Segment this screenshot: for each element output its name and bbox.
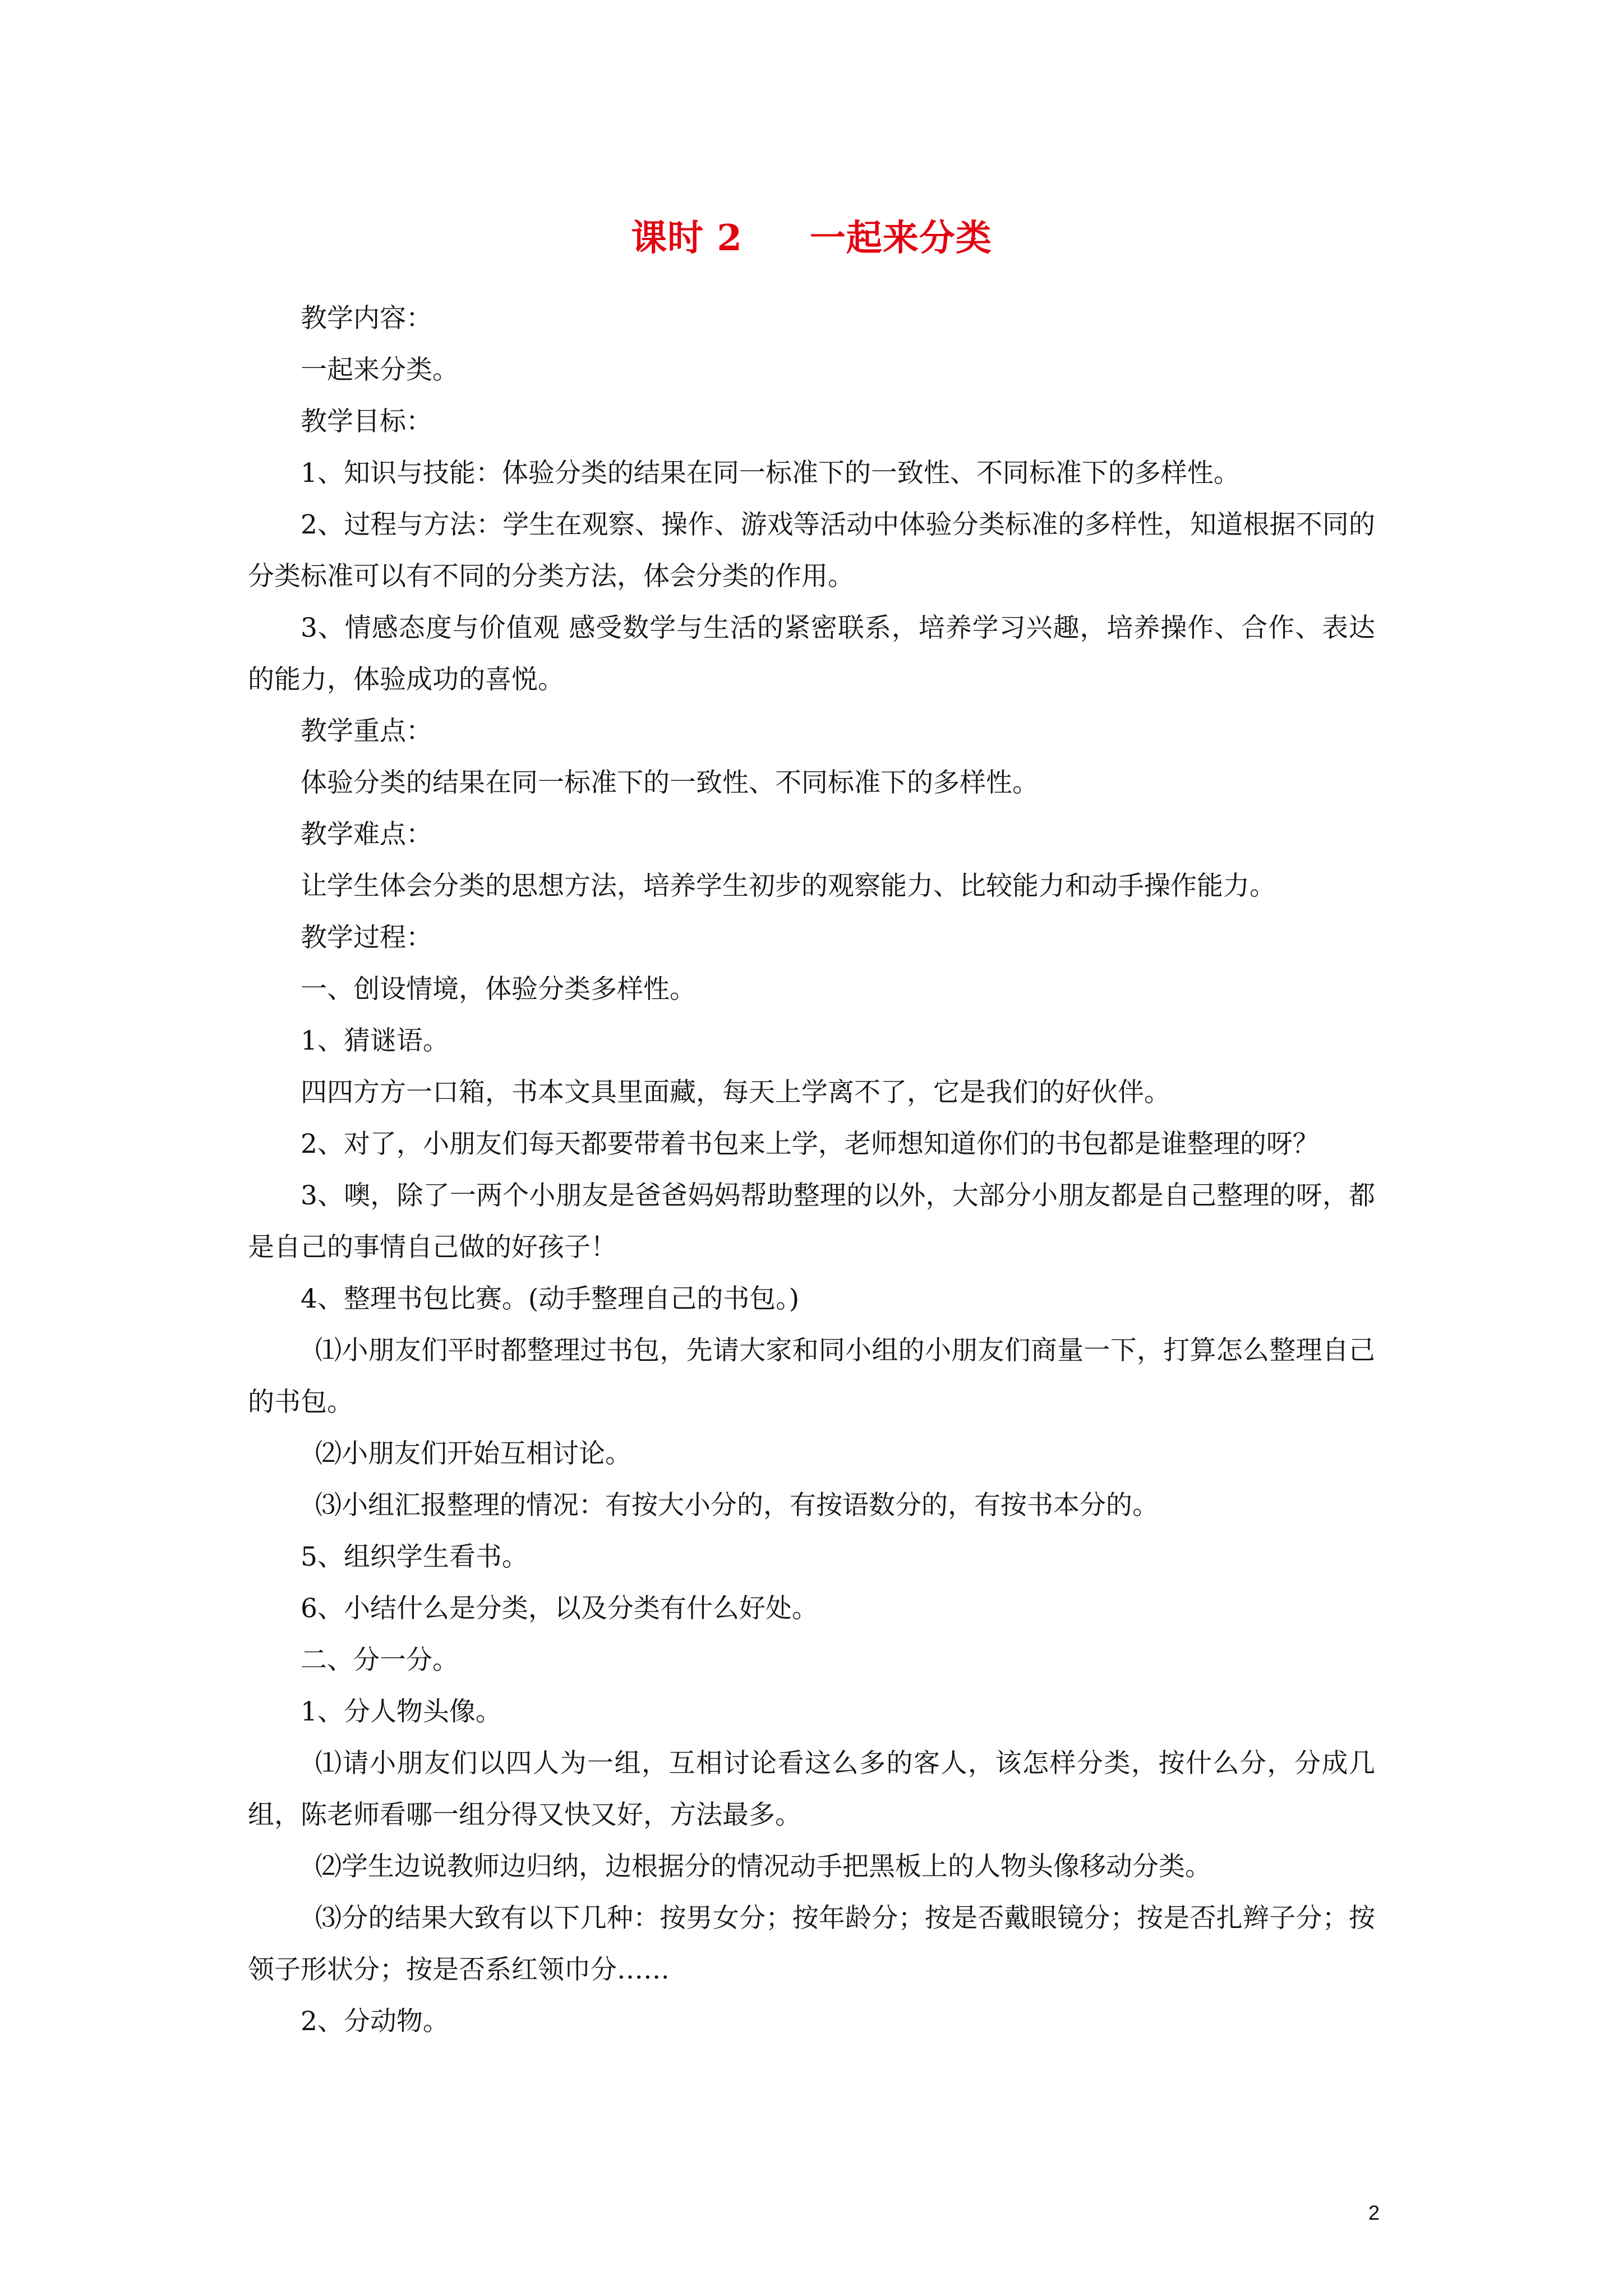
paragraph: 1、猜谜语。 — [301, 1025, 449, 1056]
lesson-plan-body — [248, 293, 1375, 2047]
paragraph: 2、分动物。 — [301, 2006, 449, 2037]
paragraph: 1、分人物头像。 — [301, 1696, 502, 1727]
paragraph: ⑵小朋友们开始互相讨论。 — [315, 1438, 631, 1469]
paragraph: 教学目标： — [301, 406, 432, 437]
paragraph: ⑴请小朋友们以四人为一组，互相讨论看这么多的客人，该怎样分类，按什么分，分成几组，陈老师看哪一组分得又快又好，方法最多。 — [248, 1748, 1375, 1830]
paragraph: 4、整理书包比赛。(动手整理自己的书包。) — [301, 1283, 800, 1314]
paragraph: 教学重点： — [301, 716, 432, 747]
paragraph: 3、情感态度与价值观 感受数学与生活的紧密联系，培养学习兴趣，培养操作、合作、表达的能力，体验成功的喜悦。 — [248, 613, 1375, 695]
paragraph: 1、知识与技能：体验分类的结果在同一标准下的一致性、不同标准下的多样性。 — [301, 458, 1240, 489]
paragraph: 体验分类的结果在同一标准下的一致性、不同标准下的多样性。 — [301, 767, 1039, 798]
paragraph: ⑶分的结果大致有以下几种：按男女分；按年龄分；按是否戴眼镜分；按是否扎辫子分；按领子形状分；按是否系红领巾分…… — [248, 1903, 1375, 1985]
paragraph: 二、分一分。 — [301, 1645, 459, 1676]
paragraph: ⑶小组汇报整理的情况：有按大小分的，有按语数分的，有按书本分的。 — [315, 1490, 1159, 1521]
paragraph: 2、过程与方法：学生在观察、操作、游戏等活动中体验分类标准的多样性，知道根据不同的分类标准可以有不同的分类方法，体会分类的作用。 — [248, 509, 1375, 592]
paragraph: 5、组织学生看书。 — [301, 1542, 528, 1572]
paragraph: ⑴小朋友们平时都整理过书包，先请大家和同小组的小朋友们商量一下，打算怎么整理自己的书包。 — [248, 1335, 1375, 1418]
paragraph: 教学内容： — [301, 303, 432, 334]
page-title — [0, 213, 1623, 264]
paragraph: 四四方方一口箱，书本文具里面藏，每天上学离不了，它是我们的好伙伴。 — [301, 1077, 1170, 1108]
paragraph: 2、对了，小朋友们每天都要带着书包来上学，老师想知道你们的书包都是谁整理的呀？ — [301, 1129, 1319, 1159]
paragraph: 让学生体会分类的思想方法，培养学生初步的观察能力、比较能力和动手操作能力。 — [301, 871, 1276, 901]
page-number: 2 — [1368, 2201, 1380, 2224]
paragraph: 一、创设情境，体验分类多样性。 — [301, 974, 696, 1005]
paragraph: ⑵学生边说教师边归纳，边根据分的情况动手把黑板上的人物头像移动分类。 — [315, 1851, 1211, 1882]
paragraph: 一起来分类。 — [301, 355, 459, 385]
paragraph: 教学难点： — [301, 819, 432, 850]
paragraph: 6、小结什么是分类，以及分类有什么好处。 — [301, 1593, 818, 1624]
paragraph: 3、噢，除了一两个小朋友是爸爸妈妈帮助整理的以外，大部分小朋友都是自己整理的呀，都是自己的事情自己做的好孩子！ — [248, 1180, 1375, 1263]
lesson-number: 课时 2 — [631, 217, 743, 259]
paragraph: 教学过程： — [301, 922, 432, 953]
lesson-name: 一起来分类 — [809, 217, 992, 259]
